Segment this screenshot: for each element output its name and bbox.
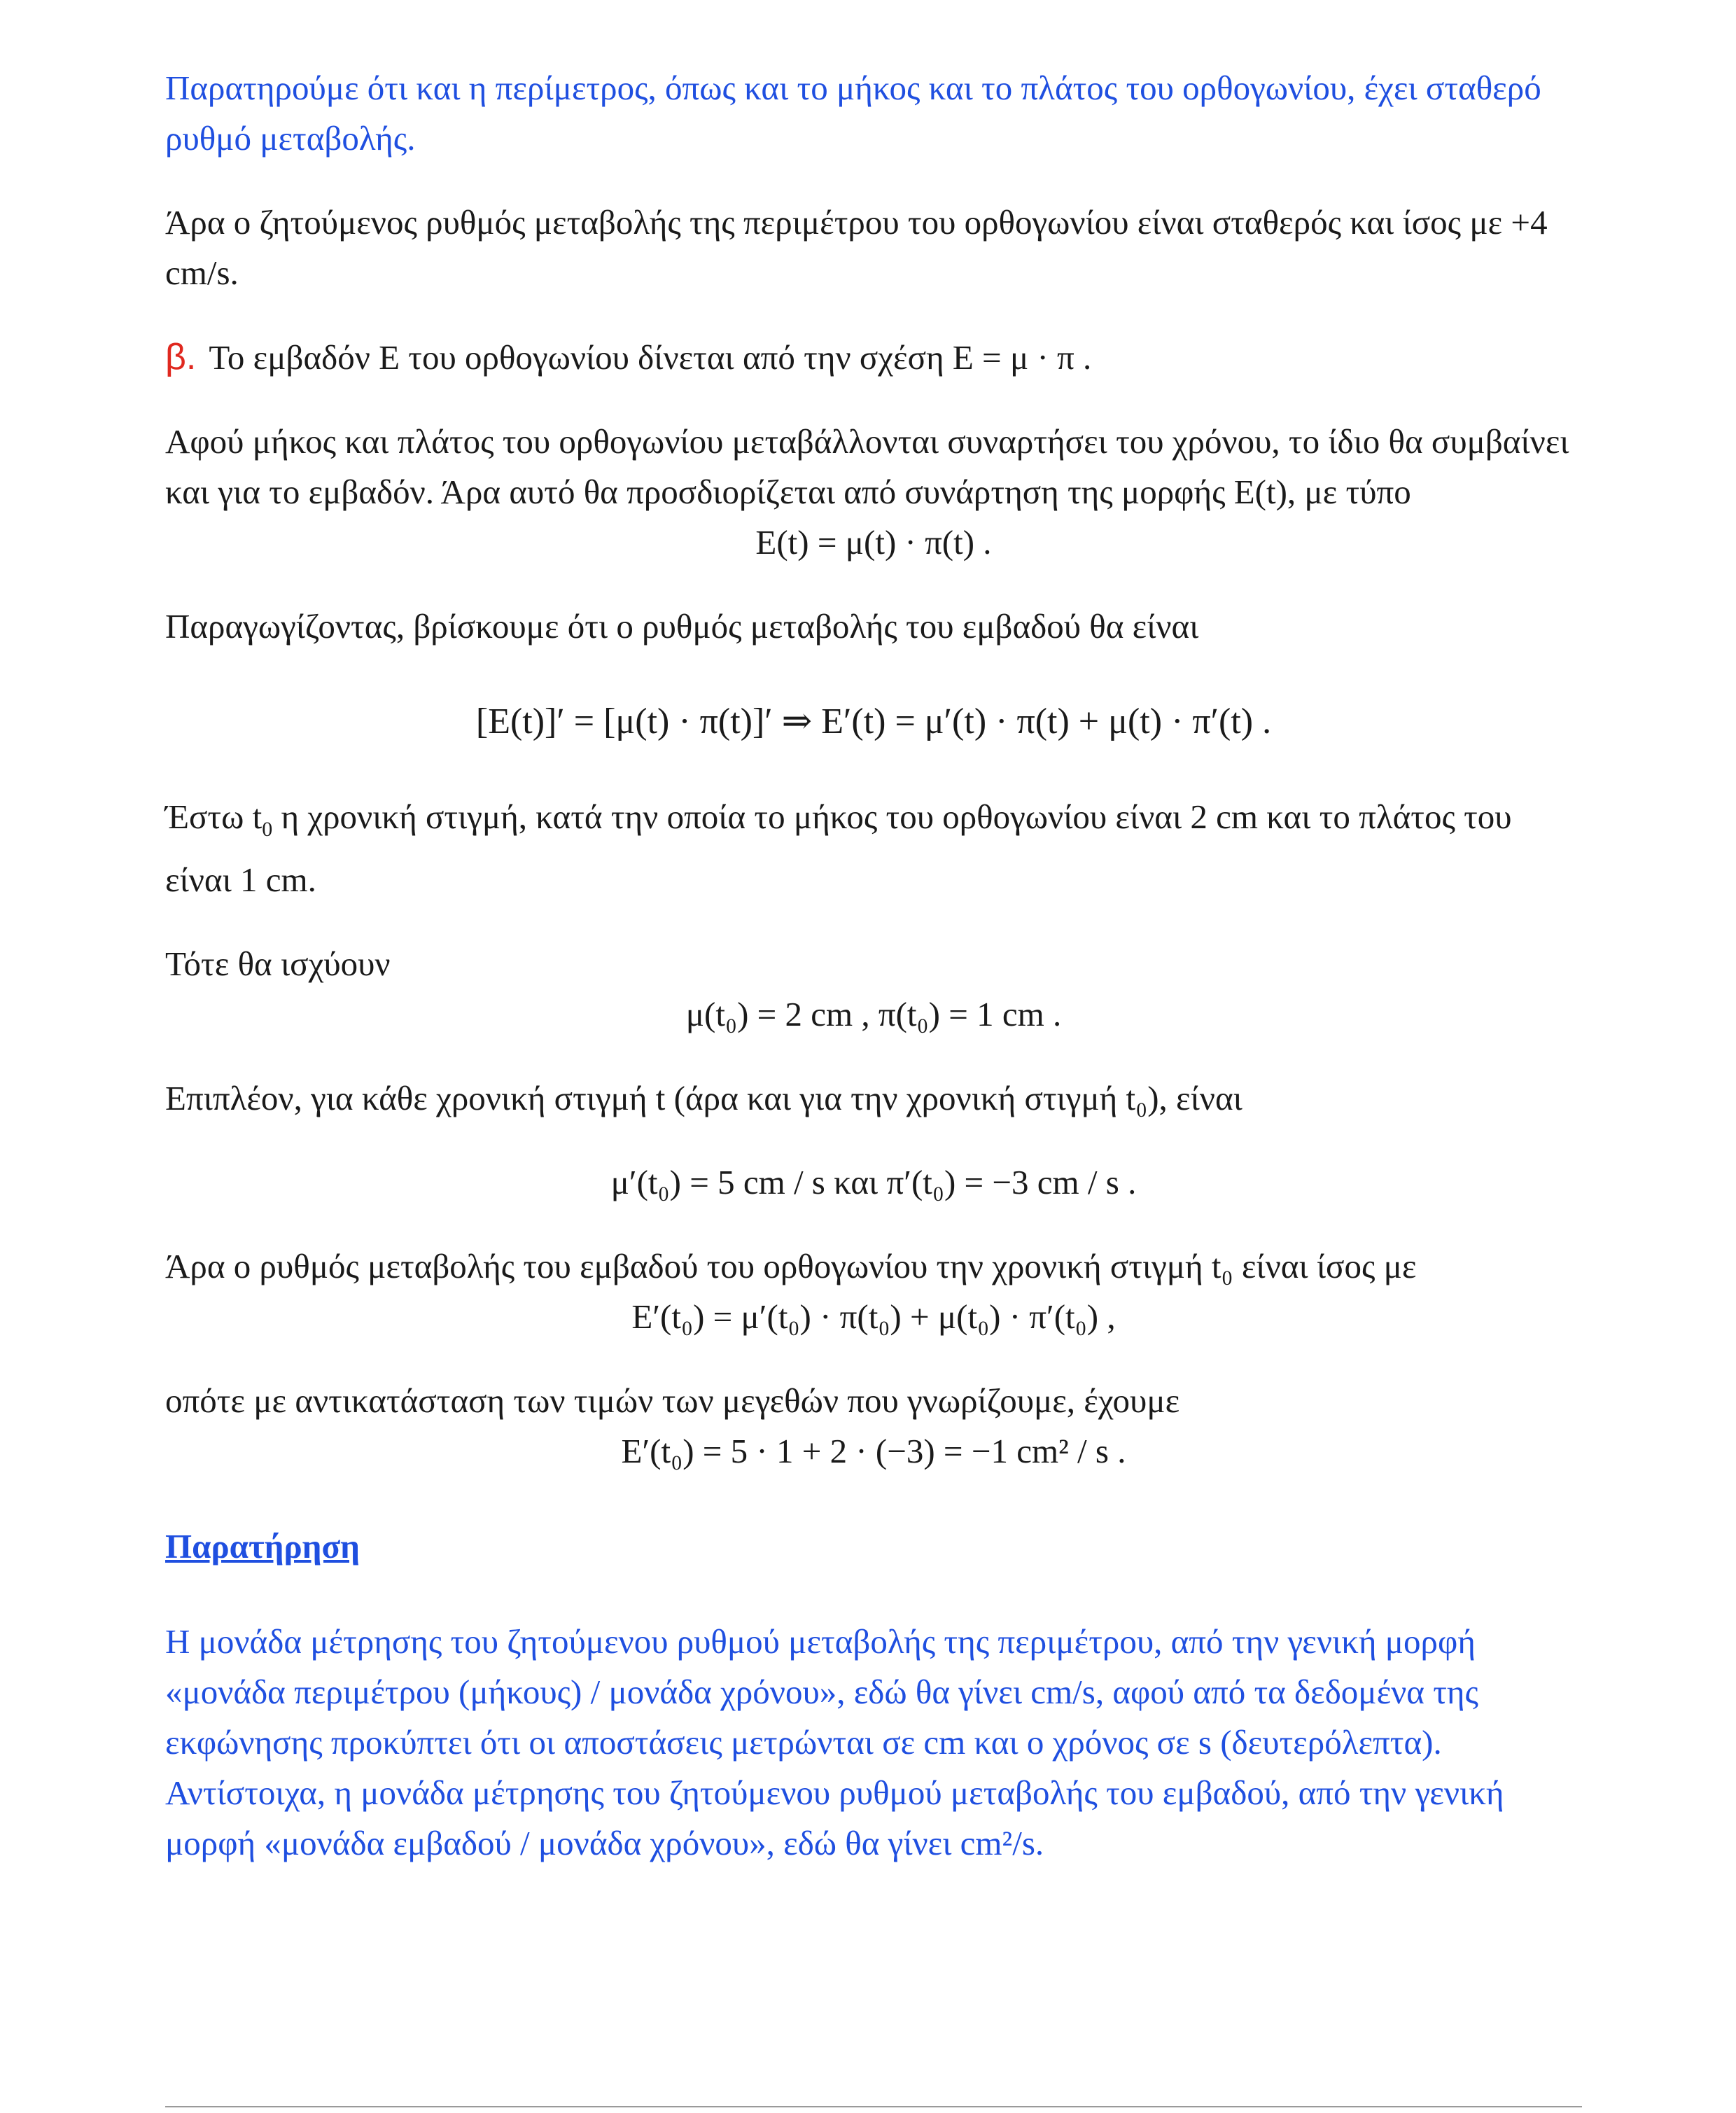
part-beta — [165, 332, 1582, 383]
equation-values: μ(t₀) = 2 cm , π(t₀) = 1 cm . — [685, 994, 1062, 1033]
derivative-paragraph: Παραγωγίζοντας, βρίσκουμε ότι ο ρυθμός μεταβολής του εμβαδού θα είναι — [165, 607, 1199, 646]
equation-area: Ε(t) = μ(t) · π(t) . — [755, 523, 992, 562]
moreover-paragraph: Επιπλέον, για κάθε χρονική στιγμή t (άρα και για την χρονική στιγμή t₀), είναι — [165, 1078, 1242, 1117]
footer-divider — [165, 2106, 1582, 2107]
time-instant-subscript: 0 — [262, 817, 273, 841]
note-paragraph: Η μονάδα μέτρησης του ζητούμενου ρυθμού μεταβολής της περιμέτρου, από την γενική μορφή «μονάδα περιμέτρου (μήκους) / μονάδα χρόνου», εδώ θα γίνει cm/s, αφού από τα δεδομένα της εκφώνησης προκύπτει ότι οι αποστάσεις μετρώνται σε cm και ο χρόνος σε s (δευτερόλεπτα). Αντίστοιχα, η μονάδα μέτρησης του ζητούμενου ρυθμού μεταβολής του εμβαδού, από την γενική μορφή «μονάδα εμβαδού / μονάδα χρόνου», εδώ θα γίνει cm²/s. — [165, 1622, 1504, 1862]
note-heading-text: Παρατήρηση — [165, 1526, 360, 1565]
substitution-paragraph: οπότε με αντικατάσταση των τιμών των μεγεθών που γνωρίζουμε, έχουμε — [165, 1381, 1180, 1420]
time-instant-text-a: Έστω t — [165, 797, 262, 836]
equation-area-rate: Ε′(t₀) = μ′(t₀) · π(t₀) + μ(t₀) · π′(t₀) , — [631, 1297, 1116, 1336]
time-instant-paragraph — [165, 792, 1582, 905]
part-beta-text: Το εμβαδόν Ε του ορθογωνίου δίνεται από την σχέση Ε = μ · π . — [209, 338, 1092, 377]
document-page — [165, 60, 1582, 1869]
part-beta-label: β. — [165, 337, 197, 377]
note-heading — [165, 1521, 1582, 1572]
time-instant-text-b: η χρονική στιγμή, κατά την οποία το μήκος του ορθογωνίου είναι 2 cm και το πλάτος του είναι 1 cm. — [165, 797, 1512, 899]
equation-rates: μ′(t₀) = 5 cm / s και π′(t₀) = −3 cm / s . — [610, 1162, 1137, 1201]
area-function-paragraph: Αφού μήκος και πλάτος του ορθογωνίου μεταβάλλονται συναρτήσει του χρόνου, το ίδιο θα συμβαίνει και για το εμβαδόν. Άρα αυτό θα προσδιορίζεται από συνάρτηση της μορφής Ε(t), με τύπο — [165, 422, 1569, 511]
equation-product-rule: [Ε(t)]′ = [μ(t) · π(t)]′ ⇒ Ε′(t) = μ′(t) · π(t) + μ(t) · π′(t) . — [475, 702, 1272, 741]
observation-paragraph: Παρατηρούμε ότι και η περίμετρος, όπως και το μήκος και το πλάτος του ορθογωνίου, έχει σταθερό ρυθμό μεταβολής. — [165, 69, 1541, 158]
conclusion-paragraph: Άρα ο ζητούμενος ρυθμός μεταβολής της περιμέτρου του ορθογωνίου είναι σταθερός και ίσος με +4 cm/s. — [165, 203, 1548, 292]
area-rate-paragraph: Άρα ο ρυθμός μεταβολής του εμβαδού του ορθογωνίου την χρονική στιγμή t₀ είναι ίσος με — [165, 1246, 1417, 1285]
then-paragraph: Τότε θα ισχύουν — [165, 944, 391, 983]
equation-result: Ε′(t₀) = 5 · 1 + 2 · (−3) = −1 cm² / s . — [621, 1431, 1126, 1470]
